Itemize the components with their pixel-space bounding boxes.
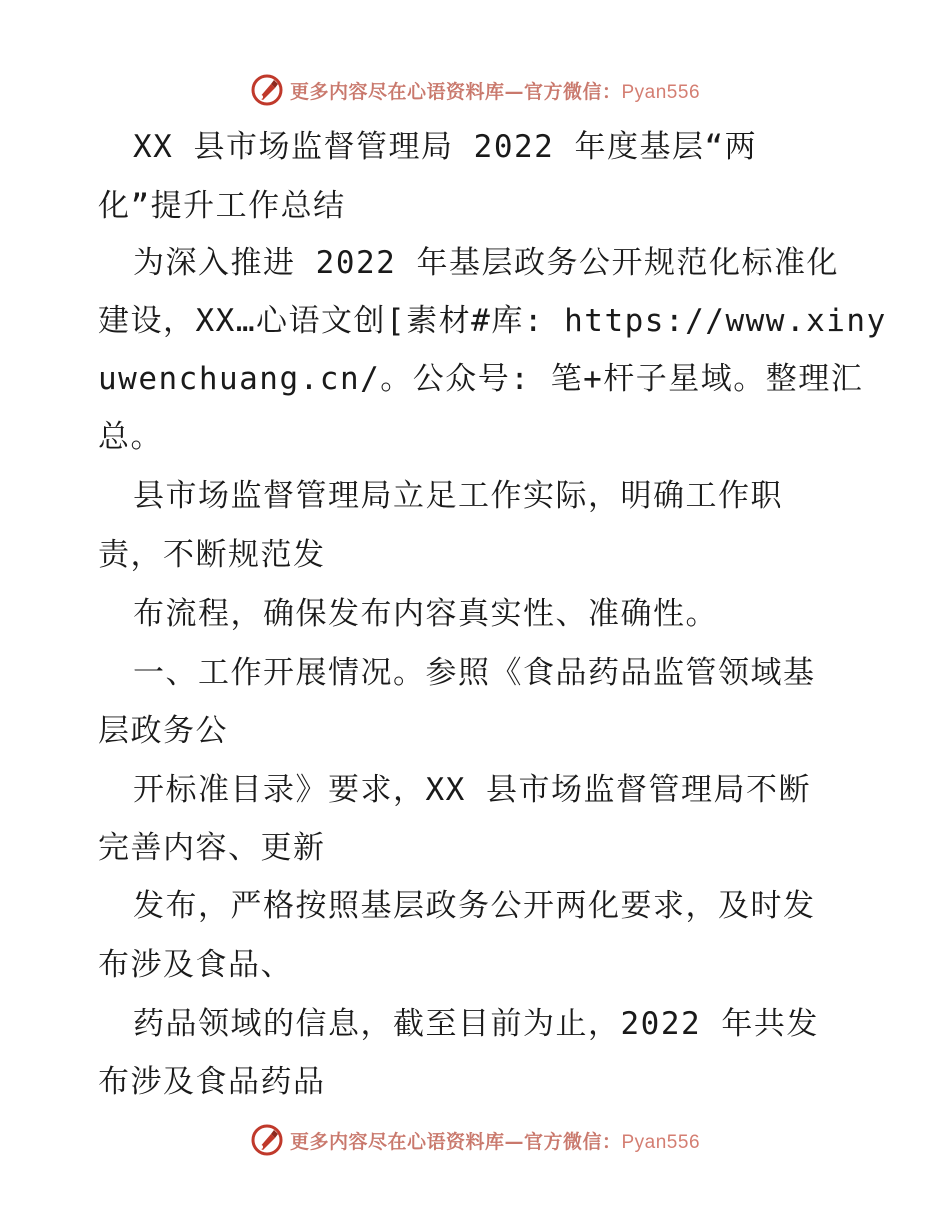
paragraph-line: 布涉及食品药品 xyxy=(98,1064,326,1100)
paragraph-line: 建设，XX…心语文创[素材#库: https://www.xiny xyxy=(98,303,887,339)
paragraph-line: 开标准目录》要求，XX 县市场监督管理局不断 xyxy=(133,772,811,808)
paragraph-line: 总。 xyxy=(98,419,163,455)
banner-text: 更多内容尽在心语资料库—官方微信：Pyan556 xyxy=(289,80,701,103)
pen-logo-icon xyxy=(250,73,284,107)
paragraph-line: 完善内容、更新 xyxy=(98,830,326,866)
document-title-line-1: XX 县市场监督管理局 2022 年度基层“两 xyxy=(133,129,758,165)
document-title-line-2: 化”提升工作总结 xyxy=(98,188,346,224)
paragraph-line: 为深入推进 2022 年基层政务公开规范化标准化 xyxy=(133,245,839,281)
paragraph-line: 县市场监督管理局立足工作实际，明确工作职 xyxy=(133,478,783,514)
footer-banner xyxy=(0,1120,950,1160)
header-banner xyxy=(0,70,950,110)
paragraph-line: 药品领域的信息，截至目前为止，2022 年共发 xyxy=(133,1006,819,1042)
paragraph-line: 责，不断规范发 xyxy=(98,537,326,573)
paragraph-line: 发布，严格按照基层政务公开两化要求，及时发 xyxy=(133,888,816,924)
paragraph-line: 一、工作开展情况。参照《食品药品监管领域基 xyxy=(133,655,816,691)
paragraph-line: 层政务公 xyxy=(98,713,228,749)
paragraph-line: uwenchuang.cn/。公众号: 笔+杆子星域。整理汇 xyxy=(98,361,864,397)
pen-logo-icon xyxy=(250,1123,284,1157)
paragraph-line: 布流程，确保发布内容真实性、准确性。 xyxy=(133,596,718,632)
paragraph-line: 布涉及食品、 xyxy=(98,947,293,983)
banner-text: 更多内容尽在心语资料库—官方微信：Pyan556 xyxy=(289,1130,701,1153)
